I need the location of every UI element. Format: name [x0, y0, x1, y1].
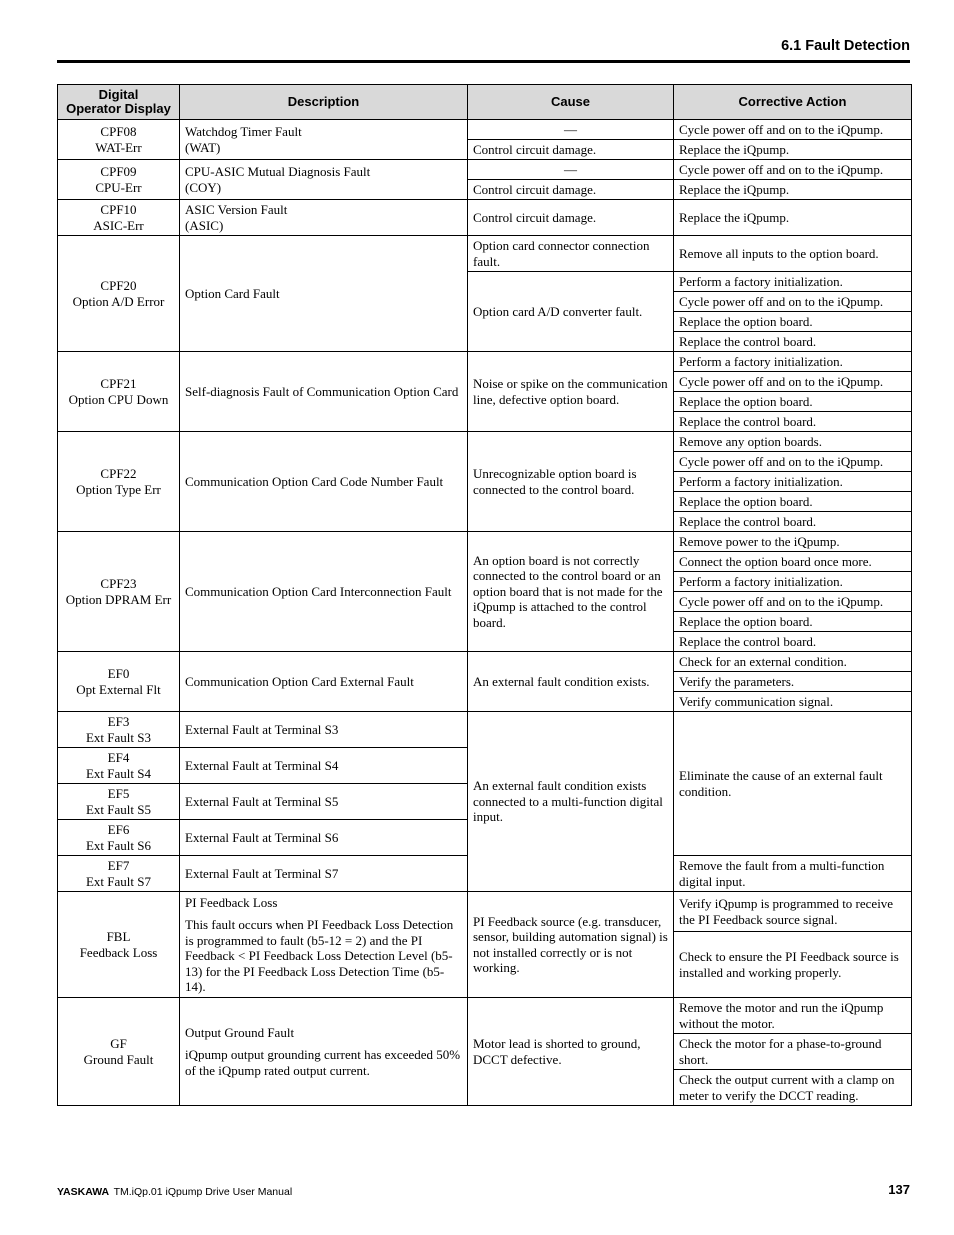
- fault-description-cell: Watchdog Timer Fault (WAT): [180, 120, 468, 160]
- corrective-action-cell: Perform a factory initialization.: [674, 572, 912, 592]
- corrective-action-cell: Cycle power off and on to the iQpump.: [674, 292, 912, 312]
- manual-title: TM.iQp.01 iQpump Drive User Manual: [113, 1186, 293, 1198]
- corrective-action-cell: Cycle power off and on to the iQpump.: [674, 160, 912, 180]
- fault-cause-cell: Noise or spike on the communication line, defective option board.: [468, 352, 674, 432]
- fault-cause-cell: Motor lead is shorted to ground, DCCT defective.: [468, 998, 674, 1106]
- fault-description-cell: Output Ground Fault iQpump output grounding current has exceeded 50% of the iQpump rated output current.: [180, 998, 468, 1106]
- fault-description-cell: PI Feedback Loss This fault occurs when PI Feedback Loss Detection is programmed to fault (b5-12 = 2) and the PI Feedback < PI Feedback Loss Detection Level (b5-13) for the PI Feedback Loss Detection Time (b5-14).: [180, 892, 468, 998]
- fault-description-cell: Communication Option Card External Fault: [180, 652, 468, 712]
- fault-code-cell: CPF22 Option Type Err: [58, 432, 180, 532]
- fault-code-cell: GF Ground Fault: [58, 998, 180, 1106]
- column-header-corrective-action: Corrective Action: [674, 85, 912, 120]
- fault-cause-cell: An external fault condition exists.: [468, 652, 674, 712]
- corrective-action-cell: Remove any option boards.: [674, 432, 912, 452]
- corrective-action-cell: Verify the parameters.: [674, 672, 912, 692]
- fault-code-cell: EF7 Ext Fault S7: [58, 856, 180, 892]
- fault-code-cell: EF6 Ext Fault S6: [58, 820, 180, 856]
- corrective-action-cell: Replace the iQpump.: [674, 200, 912, 236]
- table-row: [58, 892, 912, 932]
- corrective-action-cell: Cycle power off and on to the iQpump.: [674, 372, 912, 392]
- corrective-action-cell: Cycle power off and on to the iQpump.: [674, 120, 912, 140]
- table-row: [58, 998, 912, 1034]
- fault-cause-cell: Control circuit damage.: [468, 140, 674, 160]
- corrective-action-cell: Replace the control board.: [674, 412, 912, 432]
- fault-description-cell: External Fault at Terminal S7: [180, 856, 468, 892]
- table-row: [58, 432, 912, 452]
- fault-code-cell: EF4 Ext Fault S4: [58, 748, 180, 784]
- fault-description-cell: ASIC Version Fault (ASIC): [180, 200, 468, 236]
- page-footer: [57, 1182, 910, 1200]
- fault-code-cell: CPF08 WAT-Err: [58, 120, 180, 160]
- fault-code-cell: EF5 Ext Fault S5: [58, 784, 180, 820]
- column-header-display: Digital Operator Display: [58, 85, 180, 120]
- corrective-action-cell: Verify communication signal.: [674, 692, 912, 712]
- table-header-row: [58, 85, 912, 120]
- column-header-description: Description: [180, 85, 468, 120]
- corrective-action-cell: Check the output current with a clamp on meter to verify the DCCT reading.: [674, 1070, 912, 1106]
- table-row: [58, 120, 912, 140]
- fault-detection-table: [57, 84, 912, 1106]
- fault-code-cell: CPF23 Option DPRAM Err: [58, 532, 180, 652]
- corrective-action-cell: Cycle power off and on to the iQpump.: [674, 452, 912, 472]
- corrective-action-cell: Remove all inputs to the option board.: [674, 236, 912, 272]
- fault-cause-cell: Control circuit damage.: [468, 180, 674, 200]
- corrective-action-cell: Replace the control board.: [674, 332, 912, 352]
- fault-description-cell: Communication Option Card Code Number Fault: [180, 432, 468, 532]
- column-header-cause: Cause: [468, 85, 674, 120]
- fault-cause-cell: PI Feedback source (e.g. transducer, sensor, building automation signal) is not installed correctly or is not working.: [468, 892, 674, 998]
- corrective-action-cell: Verify iQpump is programmed to receive the PI Feedback source signal.: [674, 892, 912, 932]
- corrective-action-cell: Check to ensure the PI Feedback source is installed and working properly.: [674, 932, 912, 998]
- corrective-action-cell: Replace the iQpump.: [674, 180, 912, 200]
- corrective-action-cell: Cycle power off and on to the iQpump.: [674, 592, 912, 612]
- table-row: [58, 200, 912, 236]
- corrective-action-cell: Replace the control board.: [674, 632, 912, 652]
- corrective-action-cell: Check the motor for a phase-to-ground short.: [674, 1034, 912, 1070]
- fault-cause-cell: Control circuit damage.: [468, 200, 674, 236]
- corrective-action-cell: Eliminate the cause of an external fault condition.: [674, 712, 912, 856]
- page-number: 137: [888, 1182, 910, 1197]
- fault-code-cell: CPF20 Option A/D Error: [58, 236, 180, 352]
- corrective-action-cell: Replace the control board.: [674, 512, 912, 532]
- fault-cause-cell: Option card connector connection fault.: [468, 236, 674, 272]
- corrective-action-cell: Remove the motor and run the iQpump without the motor.: [674, 998, 912, 1034]
- table-row: [58, 532, 912, 552]
- page-header: [57, 34, 910, 63]
- corrective-action-cell: Perform a factory initialization.: [674, 352, 912, 372]
- table-row: [58, 236, 912, 272]
- corrective-action-cell: Remove the fault from a multi-function digital input.: [674, 856, 912, 892]
- table-row: [58, 160, 912, 180]
- corrective-action-cell: Replace the option board.: [674, 312, 912, 332]
- fault-cause-cell: —: [468, 160, 674, 180]
- section-title: 6.1 Fault Detection: [781, 38, 910, 54]
- corrective-action-cell: Check for an external condition.: [674, 652, 912, 672]
- corrective-action-cell: Replace the option board.: [674, 492, 912, 512]
- table-row: [58, 652, 912, 672]
- fault-code-cell: CPF10 ASIC-Err: [58, 200, 180, 236]
- corrective-action-cell: Remove power to the iQpump.: [674, 532, 912, 552]
- corrective-action-cell: Connect the option board once more.: [674, 552, 912, 572]
- corrective-action-cell: Replace the iQpump.: [674, 140, 912, 160]
- fault-description-cell: Option Card Fault: [180, 236, 468, 352]
- fault-cause-cell: An option board is not correctly connected to the control board or an option board that is not made for the iQpump is attached to the control board.: [468, 532, 674, 652]
- fault-description-cell: External Fault at Terminal S5: [180, 784, 468, 820]
- fault-cause-cell: —: [468, 120, 674, 140]
- corrective-action-cell: Perform a factory initialization.: [674, 472, 912, 492]
- fault-code-cell: CPF21 Option CPU Down: [58, 352, 180, 432]
- fault-code-cell: EF3 Ext Fault S3: [58, 712, 180, 748]
- fault-description-cell: Communication Option Card Interconnection Fault: [180, 532, 468, 652]
- corrective-action-cell: Replace the option board.: [674, 392, 912, 412]
- table-row: [58, 712, 912, 748]
- fault-description-cell: External Fault at Terminal S3: [180, 712, 468, 748]
- fault-description-cell: External Fault at Terminal S6: [180, 820, 468, 856]
- fault-cause-cell: An external fault condition exists connected to a multi-function digital input.: [468, 712, 674, 892]
- fault-code-cell: FBL Feedback Loss: [58, 892, 180, 998]
- corrective-action-cell: Replace the option board.: [674, 612, 912, 632]
- corrective-action-cell: Perform a factory initialization.: [674, 272, 912, 292]
- fault-description-cell: External Fault at Terminal S4: [180, 748, 468, 784]
- table-row: [58, 352, 912, 372]
- fault-description-cell: CPU-ASIC Mutual Diagnosis Fault (COY): [180, 160, 468, 200]
- fault-code-cell: EF0 Opt External Flt: [58, 652, 180, 712]
- fault-cause-cell: Option card A/D converter fault.: [468, 272, 674, 352]
- fault-description-cell: Self-diagnosis Fault of Communication Option Card: [180, 352, 468, 432]
- brand-name: YASKAWA: [57, 1186, 110, 1198]
- fault-code-cell: CPF09 CPU-Err: [58, 160, 180, 200]
- fault-cause-cell: Unrecognizable option board is connected to the control board.: [468, 432, 674, 532]
